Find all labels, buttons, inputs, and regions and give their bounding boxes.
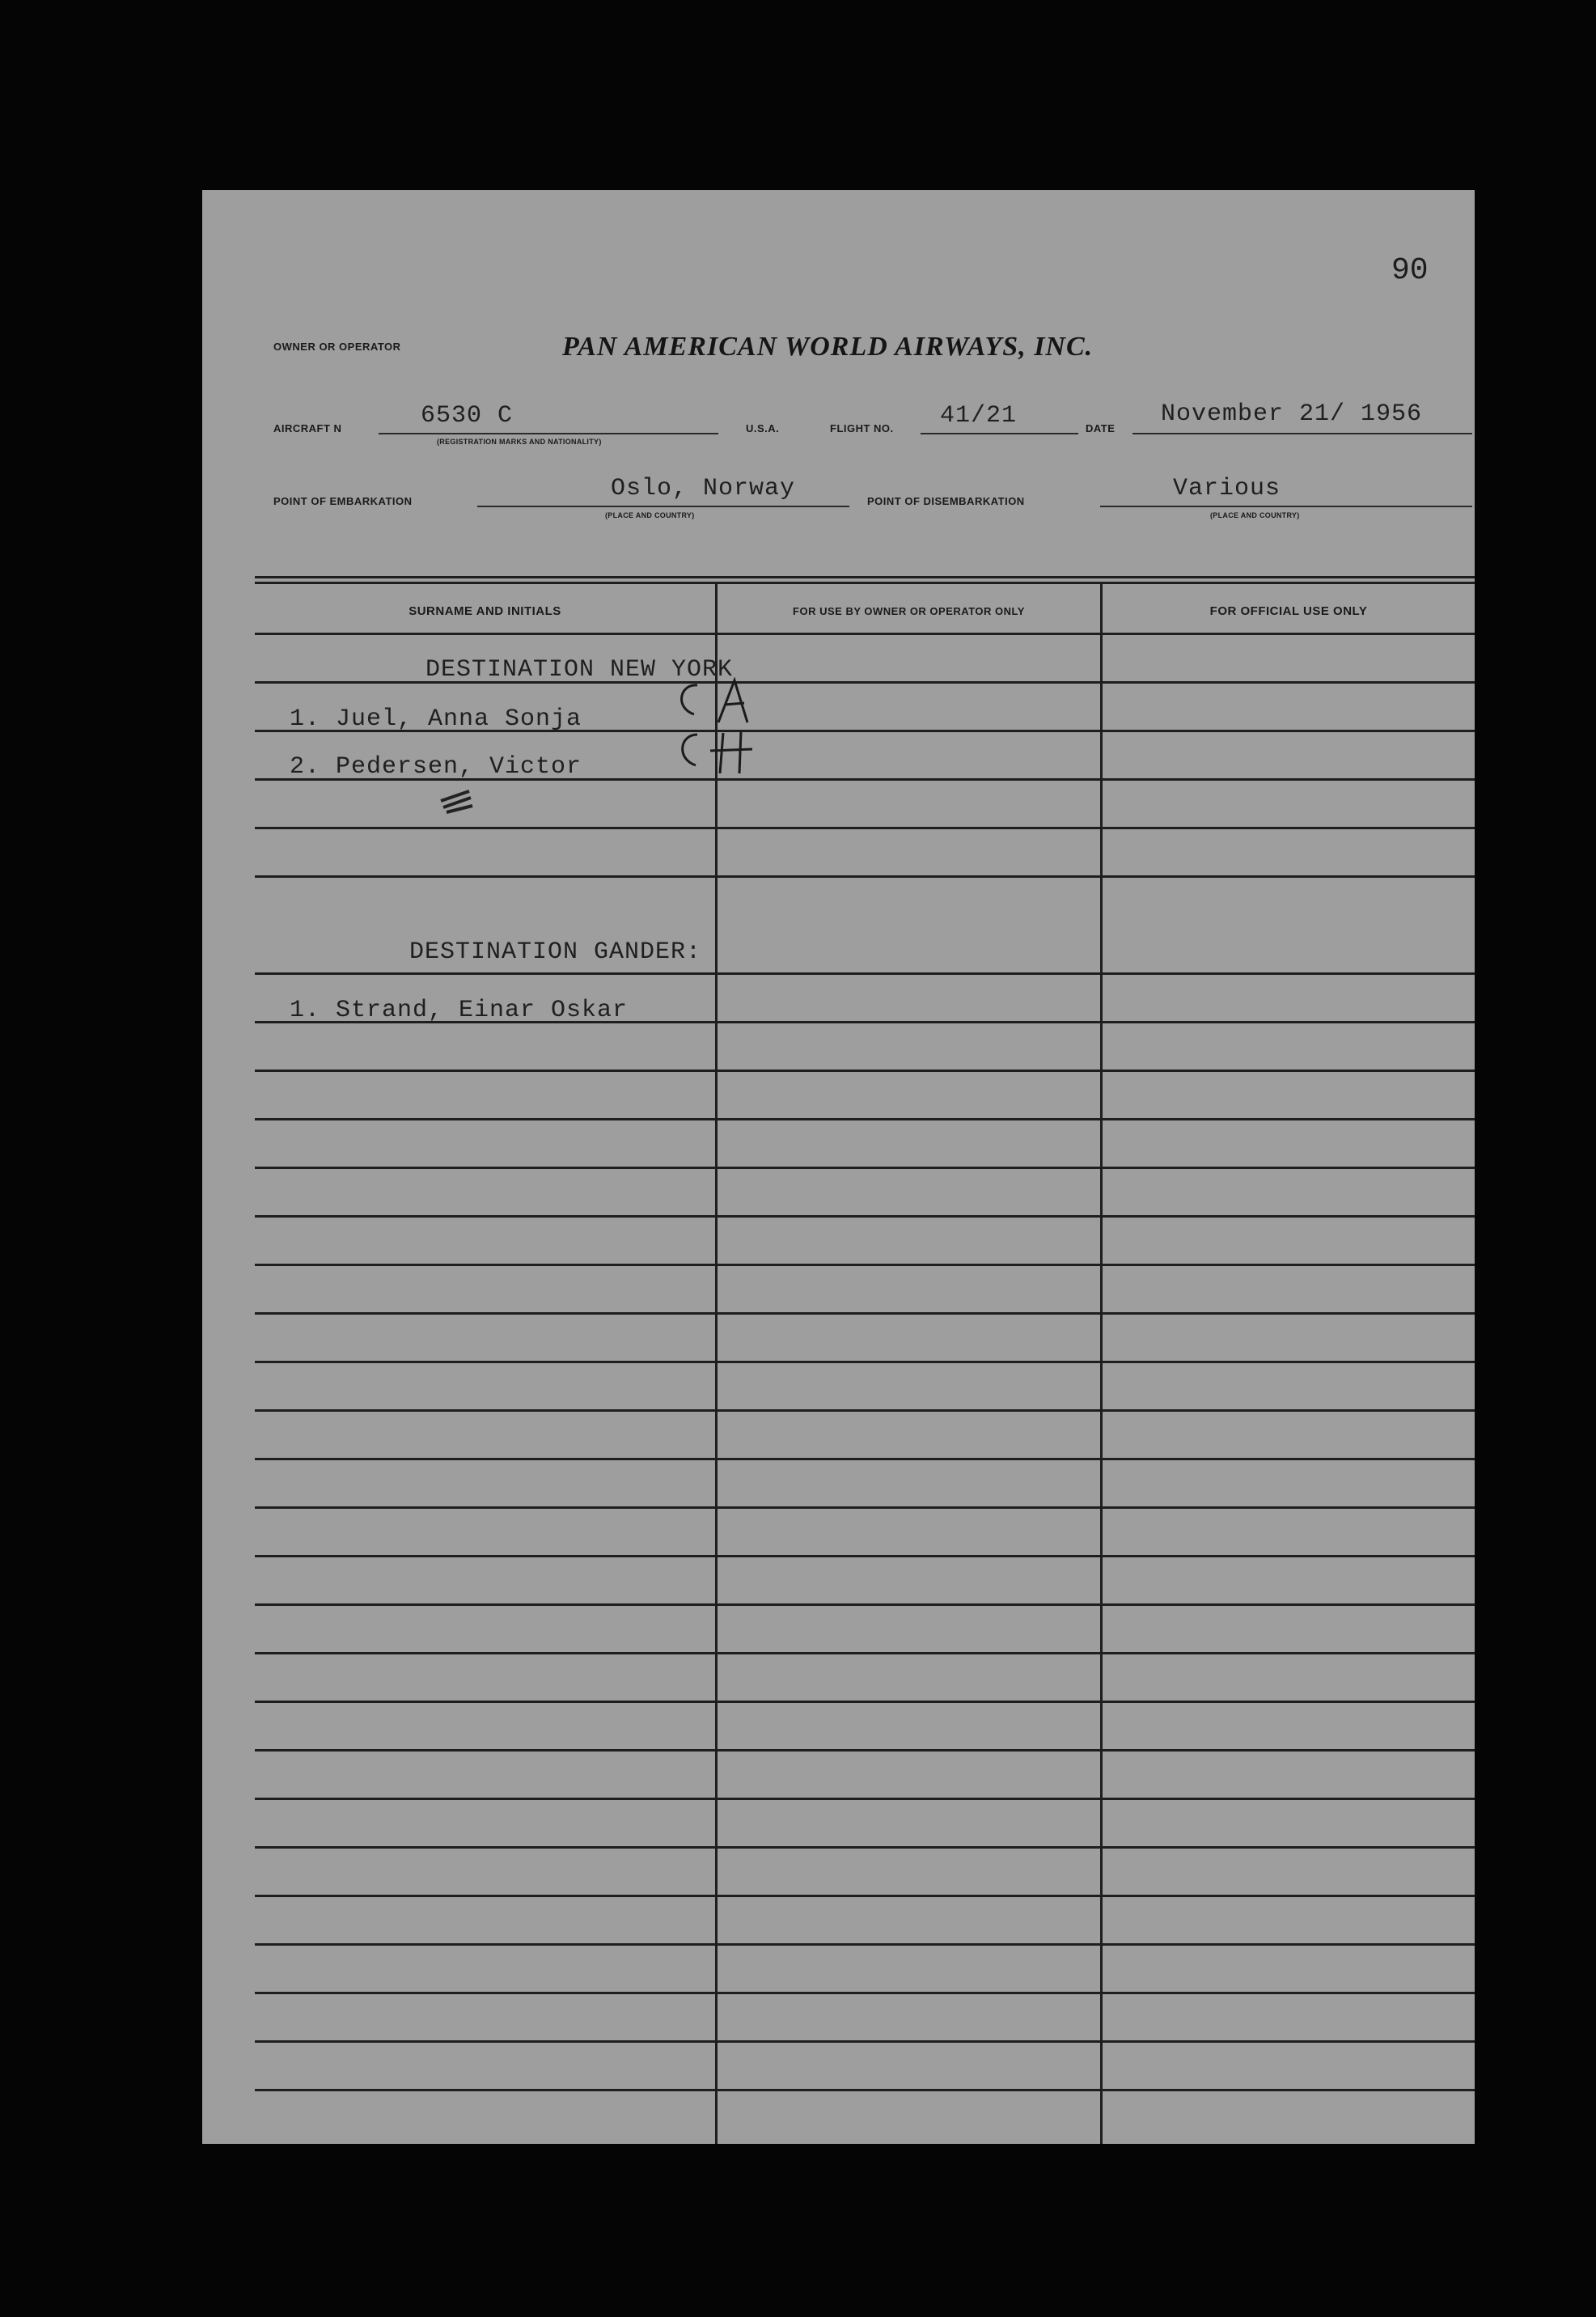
row-rule (255, 1749, 1475, 1752)
passenger-entry-1: 1. Juel, Anna Sonja (290, 705, 582, 733)
row-rule (255, 1070, 1475, 1072)
row-rule (255, 1943, 1475, 1946)
row-rule (255, 1506, 1475, 1509)
column-header-owner-use: FOR USE BY OWNER OR OPERATOR ONLY (793, 605, 1025, 617)
row-rule (255, 1603, 1475, 1606)
flight-underline (921, 433, 1078, 434)
disembarkation-value: Various (1173, 475, 1281, 502)
column-header-official-use: FOR OFFICIAL USE ONLY (1209, 604, 1368, 618)
row-rule (255, 1798, 1475, 1800)
column-header-surname: SURNAME AND INITIALS (409, 604, 561, 618)
row-rule (255, 1215, 1475, 1218)
manifest-page (202, 190, 1475, 2144)
passenger-entry-3: 1. Strand, Einar Oskar (290, 997, 629, 1024)
flight-no-value: 41/21 (940, 402, 1018, 430)
table-top-rule-1 (255, 576, 1475, 578)
row-rule (255, 2089, 1475, 2091)
row-rule (255, 1458, 1475, 1460)
embarkation-label: POINT OF EMBARKATION (273, 495, 413, 507)
owner-operator-label: OWNER OR OPERATOR (273, 341, 401, 353)
aircraft-underline (379, 433, 718, 434)
row-rule (255, 1264, 1475, 1266)
disembarkation-underline (1100, 506, 1472, 507)
row-rule (255, 1846, 1475, 1849)
aircraft-label: AIRCRAFT N (273, 422, 342, 434)
aircraft-value: 6530 C (421, 402, 514, 430)
row-rule (255, 1361, 1475, 1363)
date-label: DATE (1086, 422, 1116, 434)
row-rule (255, 1895, 1475, 1897)
row-rule (255, 2040, 1475, 2043)
ink-smudge (437, 785, 477, 817)
table-top-rule-2 (255, 582, 1475, 584)
row-rule (255, 1167, 1475, 1169)
row-rule (255, 875, 1475, 878)
row-rule (255, 1312, 1475, 1315)
date-value: November 21/ 1956 (1161, 400, 1423, 428)
embarkation-value: Oslo, Norway (611, 475, 796, 502)
place-country-note-1: (PLACE AND COUNTRY) (605, 511, 695, 519)
place-country-note-2: (PLACE AND COUNTRY) (1210, 511, 1300, 519)
row-rule (255, 827, 1475, 829)
column-divider-2 (1100, 582, 1103, 2144)
date-underline (1132, 433, 1472, 434)
destination-heading-2: DESTINATION GANDER: (409, 938, 702, 966)
row-rule (255, 1118, 1475, 1120)
row-rule (255, 1409, 1475, 1412)
row-rule (255, 1701, 1475, 1703)
passenger-entry-2: 2. Pedersen, Victor (290, 753, 582, 781)
flight-no-label: FLIGHT NO. (830, 422, 894, 434)
page-number: 90 (1391, 253, 1429, 288)
usa-label: U.S.A. (746, 422, 780, 434)
handwritten-mark-1 (671, 676, 760, 732)
header-bottom-rule (255, 633, 1475, 635)
disembarkation-label: POINT OF DISEMBARKATION (867, 495, 1025, 507)
handwritten-mark-2 (671, 726, 760, 783)
row-rule (255, 1992, 1475, 1994)
row-rule (255, 972, 1475, 975)
registration-note: (REGISTRATION MARKS AND NATIONALITY) (437, 438, 602, 446)
column-divider-1 (715, 582, 718, 2144)
operator-name: PAN AMERICAN WORLD AIRWAYS, INC. (562, 332, 1094, 362)
destination-heading-1: DESTINATION NEW YORK (425, 656, 734, 684)
row-rule (255, 1555, 1475, 1557)
embarkation-underline (477, 506, 849, 507)
row-rule (255, 1652, 1475, 1654)
